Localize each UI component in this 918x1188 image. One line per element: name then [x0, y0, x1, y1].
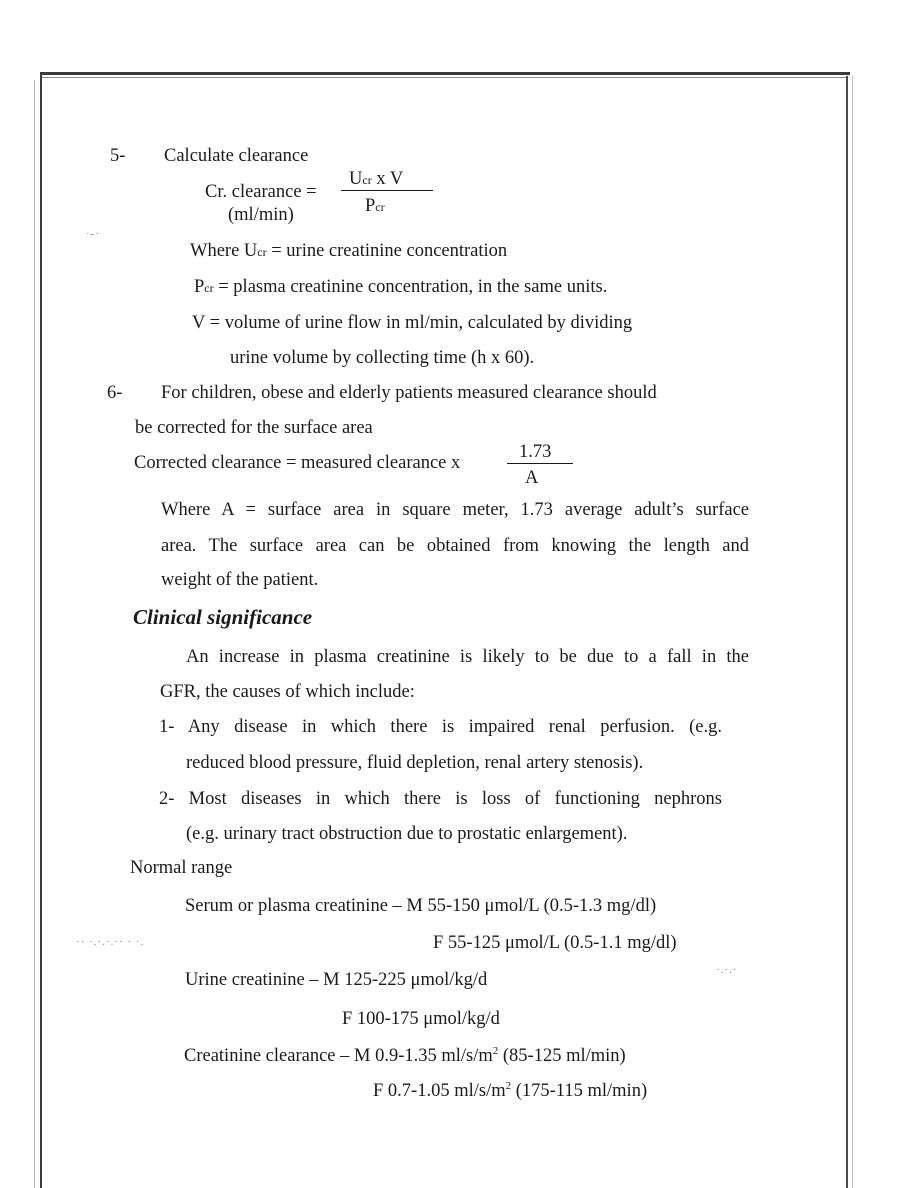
serum-creatinine-female: F 55-125 μmol/L (0.5-1.1 mg/dl)	[433, 933, 677, 953]
page-border-right	[846, 76, 848, 1188]
step-5-number: 5-	[110, 146, 126, 166]
normal-range-heading: Normal range	[130, 858, 233, 878]
where-ucr: Where Ucr = urine creatinine concentration	[190, 241, 508, 261]
step-5-title: Calculate clearance	[164, 146, 309, 166]
corrected-fraction-numerator: 1.73	[519, 442, 552, 462]
clinical-significance-heading: Clinical significance	[133, 605, 313, 629]
where-v-cont: urine volume by collecting time (h x 60).	[230, 348, 535, 368]
formula-denominator: Pcr	[365, 196, 385, 216]
formula-lhs: Cr. clearance =	[205, 182, 317, 202]
formula-fraction-bar	[341, 190, 433, 191]
step-6-line-2: be corrected for the surface area	[135, 418, 373, 438]
page-border-top	[40, 72, 850, 75]
surface-area-para-2: area. The surface area can be obtained from knowing the length and	[161, 536, 749, 556]
page-border-top-inner	[42, 77, 848, 78]
step-6-line-1: For children, obese and elderly patients measured clearance should	[161, 383, 657, 403]
corrected-clearance-lhs: Corrected clearance = measured clearance x	[134, 453, 461, 473]
where-pcr: Pcr = plasma creatinine concentration, in the same units.	[194, 277, 608, 297]
scan-speck: ·· ·.·.·.·· · ·.	[76, 936, 145, 948]
where-v: V = volume of urine flow in ml/min, calculated by dividing	[192, 313, 633, 333]
page-border-left-outer	[34, 80, 35, 1188]
corrected-fraction-denominator: A	[525, 468, 539, 488]
scan-speck: ·-·	[86, 228, 100, 240]
clinical-item-1: 1- Any disease in which there is impaired renal perfusion. (e.g.	[159, 717, 722, 737]
page-border-left	[40, 72, 42, 1188]
formula-units: (ml/min)	[228, 205, 294, 225]
creatinine-clearance-female: F 0.7-1.05 $ml/s/m^2$ (175-115 ml/min)	[373, 1080, 648, 1102]
clinical-intro-1: An increase in plasma creatinine is likely to be due to a fall in the	[186, 647, 749, 667]
step-6-number: 6-	[107, 383, 123, 403]
corrected-fraction-bar	[507, 463, 573, 464]
surface-area-para-3: weight of the patient.	[161, 570, 319, 590]
page-border-right-outer	[852, 76, 853, 1188]
clinical-intro-2: GFR, the causes of which include:	[160, 682, 415, 702]
clinical-item-2: 2- Most diseases in which there is loss of functioning nephrons	[159, 789, 722, 809]
clinical-item-1-cont: reduced blood pressure, fluid depletion, renal artery stenosis).	[186, 753, 644, 773]
surface-area-para-1: Where A = surface area in square meter, 1.73 average adult’s surface	[161, 500, 749, 520]
formula-numerator: Ucr x V	[349, 169, 404, 189]
urine-creatinine-male: Urine creatinine – M 125-225 μmol/kg/d	[185, 970, 488, 990]
serum-creatinine-male: Serum or plasma creatinine – M 55-150 μmol/L (0.5-1.3 mg/dl)	[185, 896, 657, 916]
creatinine-clearance-male: Creatinine clearance – M 0.9-1.35 $ml/s/m^2$ (85-125 ml/min)	[184, 1045, 626, 1067]
scan-speck: ·.·.·	[716, 964, 738, 976]
clinical-item-2-cont: (e.g. urinary tract obstruction due to prostatic enlargement).	[186, 824, 628, 844]
urine-creatinine-female: F 100-175 μmol/kg/d	[342, 1009, 500, 1029]
